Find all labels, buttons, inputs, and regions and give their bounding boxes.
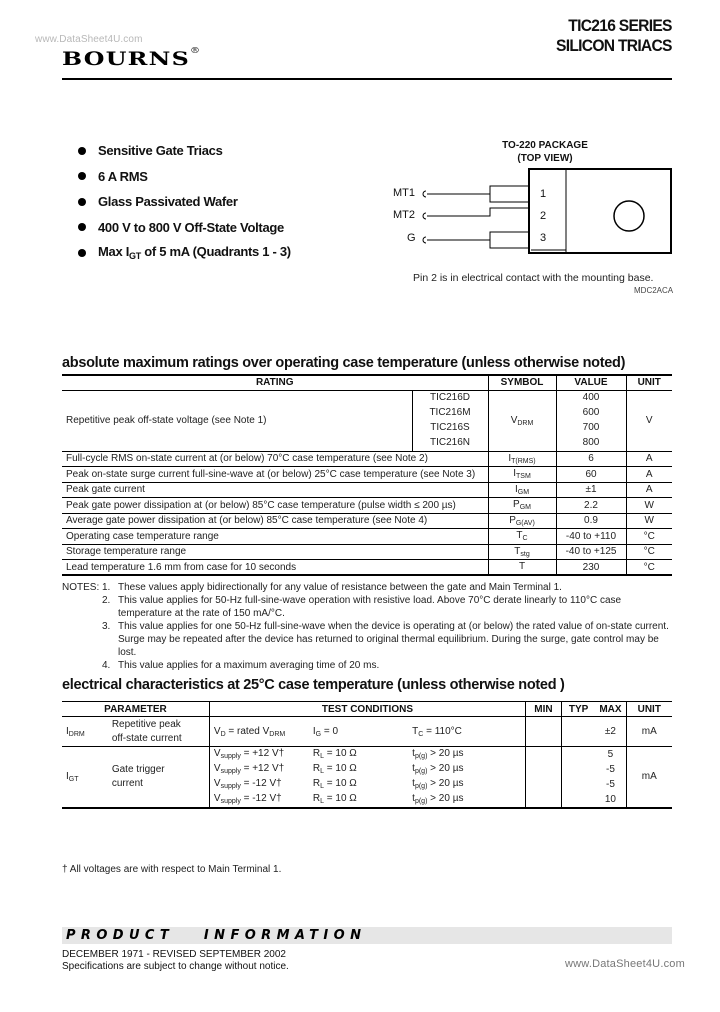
feature-item bbox=[78, 240, 291, 266]
note-item bbox=[62, 581, 677, 594]
table-row bbox=[62, 482, 672, 498]
cond-text: = 0 bbox=[321, 725, 339, 737]
bullet-icon bbox=[78, 198, 86, 206]
symbol-cell bbox=[488, 498, 556, 514]
desc-line: Repetitive peak bbox=[111, 718, 181, 730]
cond-tp bbox=[408, 777, 525, 792]
variant-cell: TIC216D bbox=[412, 390, 488, 405]
col-symbol: SYMBOL bbox=[488, 375, 556, 390]
col-rating: RATING bbox=[62, 375, 488, 390]
cond-rl bbox=[309, 762, 408, 777]
table-row bbox=[62, 451, 672, 467]
title-product: SILICON TRIACS bbox=[556, 36, 672, 55]
pin-label-g: G bbox=[407, 232, 416, 244]
cond-tp bbox=[408, 762, 525, 777]
cond-text: = 110°C bbox=[423, 725, 462, 737]
bullet-icon bbox=[78, 223, 86, 231]
package-code: MDC2ACA bbox=[634, 286, 674, 295]
table-row bbox=[62, 513, 672, 529]
min-cell bbox=[525, 717, 561, 747]
cond-sub: L bbox=[320, 783, 324, 790]
feature-text-post: of 5 mA (Quadrants 1 - 3) bbox=[140, 244, 291, 260]
cond-sub: p(g) bbox=[414, 768, 428, 775]
col-unit: UNIT bbox=[626, 375, 672, 390]
cond-sub: L bbox=[320, 753, 324, 761]
revision-date: DECEMBER 1971 - REVISED SEPTEMBER 2002 bbox=[62, 949, 286, 960]
disclaimer: Specifications are subject to change without notice. bbox=[62, 961, 289, 972]
symbol-main: T bbox=[518, 561, 526, 572]
symbol-main: P bbox=[513, 499, 520, 511]
pin-number-2: 2 bbox=[540, 210, 547, 222]
cond-text: R bbox=[312, 763, 321, 774]
symbol-sub: TSM bbox=[516, 473, 531, 481]
cond-text: = rated V bbox=[225, 725, 270, 737]
cond-text: = -12 V† bbox=[240, 778, 282, 789]
param-desc bbox=[108, 717, 210, 747]
table-row-igt bbox=[62, 747, 672, 762]
unit-cell: °C bbox=[626, 529, 672, 545]
typ-cell bbox=[561, 717, 595, 747]
symbol-sub: T(RMS) bbox=[511, 457, 536, 465]
cond-text: t bbox=[412, 748, 415, 760]
cond-text: R bbox=[312, 778, 321, 789]
cond-text: t bbox=[412, 763, 415, 774]
feature-list bbox=[78, 138, 291, 266]
cond-sub: L bbox=[320, 768, 324, 775]
note-number: 3. bbox=[102, 621, 111, 632]
package-diagram bbox=[390, 168, 680, 288]
rating-cell: Peak on-state surge current full-sine-wave at (or below) 25°C case temperature (see Note 3) bbox=[62, 467, 488, 483]
registered-mark: ® bbox=[190, 46, 202, 55]
value-cell: -40 to +110 bbox=[556, 529, 626, 545]
pin-label-mt2: MT2 bbox=[393, 209, 415, 221]
symbol-main: T bbox=[516, 530, 523, 542]
symbol-sub: GT bbox=[68, 775, 79, 783]
col-typ: TYP bbox=[561, 702, 595, 717]
min-cell bbox=[525, 747, 561, 808]
max-cell: -5 bbox=[605, 763, 615, 775]
feature-text-sub: GT bbox=[129, 251, 141, 262]
feature-text-pre: Max I bbox=[98, 244, 130, 260]
pin-number-3: 3 bbox=[540, 232, 547, 244]
cond-text: = 10 Ω bbox=[324, 793, 357, 804]
feature-item bbox=[78, 164, 291, 190]
table-row bbox=[62, 544, 672, 560]
title-series: TIC216 SERIES bbox=[568, 16, 672, 35]
cond-vd bbox=[209, 717, 308, 747]
value-cell: 800 bbox=[556, 435, 626, 451]
variant-cell: TIC216N bbox=[412, 435, 488, 451]
cond-text: V bbox=[213, 778, 221, 789]
value-cell: 700 bbox=[556, 420, 626, 435]
cond-rl bbox=[309, 792, 408, 808]
param-symbol bbox=[62, 717, 108, 747]
note-number: 1. bbox=[102, 582, 111, 593]
symbol-sub: GM bbox=[519, 504, 531, 512]
table-row bbox=[62, 498, 672, 514]
cond-text: V bbox=[213, 793, 221, 804]
max-cell: 10 bbox=[604, 793, 616, 805]
symbol-sub: stg bbox=[520, 550, 530, 558]
cond-text: V bbox=[213, 763, 221, 774]
symbol-main: I bbox=[513, 468, 516, 480]
cond-sub: G bbox=[315, 730, 322, 738]
max-cell: 5 bbox=[595, 747, 626, 762]
value-cell: 0.9 bbox=[556, 513, 626, 529]
cond-tp bbox=[408, 792, 525, 808]
unit-cell: A bbox=[626, 467, 672, 483]
cond-ig bbox=[309, 717, 408, 747]
value-cell: ±1 bbox=[556, 482, 626, 498]
cond-vsupply bbox=[209, 747, 308, 762]
cond-vsupply bbox=[209, 777, 308, 792]
bullet-icon bbox=[78, 249, 86, 257]
feature-item bbox=[78, 138, 291, 164]
cond-sub: p(g) bbox=[414, 783, 428, 790]
value-cell: 2.2 bbox=[556, 498, 626, 514]
feature-text bbox=[98, 244, 291, 261]
max-cell: ±2 bbox=[595, 717, 626, 747]
watermark-bottom: www.DataSheet4U.com bbox=[565, 958, 685, 970]
rating-cell: Peak gate current bbox=[62, 482, 488, 498]
cond-rl bbox=[309, 747, 408, 762]
cond-tc bbox=[408, 717, 525, 747]
table-row bbox=[62, 467, 672, 483]
unit-cell: °C bbox=[626, 560, 672, 576]
typ-cell bbox=[561, 747, 595, 808]
col-parameter: PARAMETER bbox=[62, 702, 209, 717]
notes-label: NOTES: bbox=[62, 582, 100, 593]
cond-text: > 20 µs bbox=[427, 763, 464, 774]
table-row-idrm bbox=[62, 717, 672, 747]
cond-text: = +12 V† bbox=[240, 763, 285, 774]
rating-cell: Repetitive peak off-state voltage (see Note 1) bbox=[62, 390, 412, 451]
cond-text: = 10 Ω bbox=[324, 748, 357, 760]
rating-cell: Operating case temperature range bbox=[62, 529, 488, 545]
cond-text: V bbox=[213, 748, 221, 760]
desc-line: current bbox=[111, 777, 143, 789]
note-text: This value applies for 50-Hz full-sine-wave operation with resistive load. Above 70°C derate linearly to 110°C case temperature at the rate of 150 mA/°C. bbox=[118, 595, 622, 619]
symbol-sub: G(AV) bbox=[515, 519, 535, 527]
note-text: These values apply bidirectionally for any value of resistance between the gate and Main Terminal 1. bbox=[118, 582, 562, 593]
cond-vsupply bbox=[209, 792, 308, 808]
cond-text: = 10 Ω bbox=[324, 778, 357, 789]
rating-cell: Storage temperature range bbox=[62, 544, 488, 560]
pin-label-mt1: MT1 bbox=[393, 187, 415, 199]
cond-text: = 10 Ω bbox=[324, 763, 357, 774]
note-number: 4. bbox=[102, 660, 111, 671]
value-cell: 600 bbox=[556, 405, 626, 420]
feature-text: Sensitive Gate Triacs bbox=[98, 143, 223, 159]
col-max: MAX bbox=[595, 702, 626, 717]
elec-char-table bbox=[62, 701, 672, 809]
variant-cell: TIC216S bbox=[412, 420, 488, 435]
symbol-cell bbox=[488, 560, 556, 576]
cond-sub: supply bbox=[220, 753, 241, 761]
value-cell: 400 bbox=[556, 390, 626, 405]
col-value: VALUE bbox=[556, 375, 626, 390]
package-note: Pin 2 is in electrical contact with the mounting base. bbox=[413, 272, 654, 284]
rating-cell: Full-cycle RMS on-state current at (or below) 70°C case temperature (see Note 2) bbox=[62, 451, 488, 467]
table-row-vdrm bbox=[62, 390, 672, 405]
symbol-main: I bbox=[514, 483, 518, 495]
unit-cell: W bbox=[626, 498, 672, 514]
cond-text: > 20 µs bbox=[427, 778, 464, 789]
note-item bbox=[62, 620, 677, 659]
symbol-sub: DRM bbox=[517, 419, 534, 427]
rating-cell: Peak gate power dissipation at (or below) 85°C case temperature (pulse width ≤ 200 µs) bbox=[62, 498, 488, 514]
symbol-main: V bbox=[510, 414, 518, 426]
cond-sub: supply bbox=[220, 798, 241, 805]
package-title-line2: (TOP VIEW) bbox=[517, 153, 573, 164]
symbol-cell bbox=[488, 544, 556, 560]
pin-number-1: 1 bbox=[540, 188, 547, 200]
symbol-sub: GM bbox=[517, 488, 530, 496]
desc-line: Gate trigger bbox=[111, 763, 165, 775]
table-row bbox=[62, 529, 672, 545]
feature-text: 6 A RMS bbox=[98, 168, 148, 184]
unit-cell: V bbox=[626, 390, 672, 451]
note-item bbox=[62, 594, 677, 620]
symbol-main: I bbox=[66, 725, 69, 737]
symbol-cell bbox=[488, 482, 556, 498]
feature-item bbox=[78, 215, 291, 241]
cond-text: = -12 V† bbox=[240, 793, 282, 804]
cond-sub: D bbox=[220, 730, 226, 738]
watermark-top: www.DataSheet4U.com bbox=[35, 34, 143, 45]
feature-item bbox=[78, 189, 291, 215]
col-test-conditions: TEST CONDITIONS bbox=[209, 702, 525, 717]
footer-info bbox=[62, 949, 289, 973]
symbol-sub: C bbox=[522, 535, 528, 543]
variant-cell: TIC216M bbox=[412, 405, 488, 420]
param-desc bbox=[108, 747, 210, 808]
symbol-main: I bbox=[508, 452, 512, 464]
rating-cell: Lead temperature 1.6 mm from case for 10 seconds bbox=[62, 560, 488, 576]
value-cell: 230 bbox=[556, 560, 626, 576]
desc-line: off-state current bbox=[111, 732, 182, 744]
cond-rl bbox=[309, 777, 408, 792]
cond-sub: supply bbox=[220, 783, 241, 790]
cond-text: = +12 V† bbox=[240, 748, 285, 760]
dagger-note: † All voltages are with respect to Main Terminal 1. bbox=[62, 864, 282, 875]
symbol-main: I bbox=[66, 770, 69, 782]
symbol-cell bbox=[488, 513, 556, 529]
package-title-line1: TO-220 PACKAGE bbox=[502, 140, 588, 151]
cond-sub: p(g) bbox=[414, 798, 428, 805]
note-text: This value applies for a maximum averaging time of 20 ms. bbox=[118, 660, 380, 671]
cond-sub: L bbox=[320, 798, 324, 805]
elec-char-title: electrical characteristics at 25°C case temperature (unless otherwise noted ) bbox=[62, 677, 565, 693]
note-text: This value applies for one 50-Hz full-sine-wave when the device is operating at (or below) the rated value of on-state current. Surge may be repeated after the device has returned to original thermal equilibrium. During the surge, gate control may be lost. bbox=[118, 621, 669, 658]
cond-sub: supply bbox=[220, 768, 241, 775]
to220-outline-icon bbox=[390, 168, 680, 268]
cond-text: V bbox=[213, 725, 221, 737]
symbol-cell bbox=[488, 467, 556, 483]
rating-cell: Average gate power dissipation at (or below) 85°C case temperature (see Note 4) bbox=[62, 513, 488, 529]
table-row bbox=[62, 560, 672, 576]
bullet-icon bbox=[78, 147, 86, 155]
unit-cell: W bbox=[626, 513, 672, 529]
feature-text: Glass Passivated Wafer bbox=[98, 194, 238, 210]
package-title bbox=[470, 139, 620, 165]
note-item bbox=[62, 659, 677, 672]
value-cell: 60 bbox=[556, 467, 626, 483]
product-information-text: PRODUCT INFORMATION bbox=[66, 928, 367, 943]
unit-cell: A bbox=[626, 451, 672, 467]
value-cell: 6 bbox=[556, 451, 626, 467]
param-symbol bbox=[62, 747, 108, 808]
cond-text: > 20 µs bbox=[427, 793, 464, 804]
cond-tp bbox=[408, 747, 525, 762]
symbol-main: T bbox=[514, 545, 521, 557]
abs-max-title: absolute maximum ratings over operating case temperature (unless otherwise noted) bbox=[62, 355, 626, 371]
cond-text: t bbox=[412, 793, 415, 804]
symbol-cell bbox=[488, 390, 556, 451]
symbol-cell bbox=[488, 529, 556, 545]
cond-text: T bbox=[412, 725, 419, 737]
cond-text: t bbox=[412, 778, 415, 789]
value-cell: -40 to +125 bbox=[556, 544, 626, 560]
unit-cell: mA bbox=[626, 747, 672, 808]
logo-text: BOURNS bbox=[62, 48, 191, 70]
cond-sub: C bbox=[418, 730, 424, 738]
note-number: 2. bbox=[102, 595, 111, 606]
cond-text: R bbox=[312, 748, 321, 760]
cond-text: I bbox=[312, 725, 316, 737]
document-title bbox=[556, 16, 672, 56]
cond-vsupply bbox=[209, 762, 308, 777]
symbol-main: P bbox=[509, 514, 516, 526]
unit-cell: A bbox=[626, 482, 672, 498]
cond-sub: DRM bbox=[269, 730, 286, 738]
symbol-cell bbox=[488, 451, 556, 467]
unit-cell: °C bbox=[626, 544, 672, 560]
notes bbox=[62, 581, 677, 672]
feature-text: 400 V to 800 V Off-State Voltage bbox=[98, 219, 284, 235]
col-unit: UNIT bbox=[626, 702, 672, 717]
max-cell: -5 bbox=[605, 778, 615, 790]
header-rule bbox=[62, 78, 672, 80]
cond-text: R bbox=[312, 793, 321, 804]
col-min: MIN bbox=[525, 702, 561, 717]
bullet-icon bbox=[78, 172, 86, 180]
abs-max-table bbox=[62, 374, 672, 576]
bourns-logo bbox=[62, 48, 201, 70]
symbol-sub: DRM bbox=[68, 730, 85, 738]
cond-sub: p(g) bbox=[414, 753, 428, 761]
cond-text: > 20 µs bbox=[427, 748, 464, 760]
unit-cell: mA bbox=[626, 717, 672, 747]
